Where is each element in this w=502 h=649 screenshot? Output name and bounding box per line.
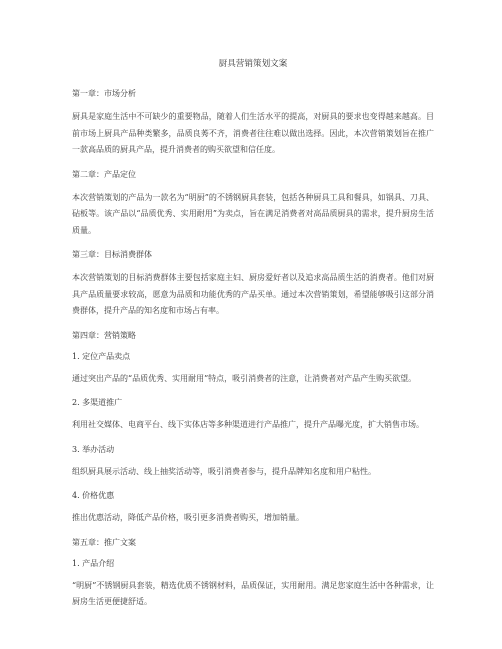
strategy-item-text: 组织厨具展示活动、线上抽奖活动等，吸引消费者参与，提升品牌知名度和用户粘性。 <box>72 466 376 476</box>
document-title: 厨具营销策划文案 <box>218 59 288 69</box>
paragraph-target-consumers: 本次营销策划的目标消费群体主要包括家庭主妇、厨房爱好者以及追求高品质生活的消费者。他们对厨具产品质量要求较高，愿意为品质和功能优秀的产品买单。通过本次营销策划，希望能够吸引这部分消费群体，提升产品的知名度和市场占有率。 <box>72 273 434 315</box>
strategy-item-heading: 4. 价格优惠 <box>72 491 115 500</box>
strategy-item-text: 通过突出产品的“品质优秀、实用耐用”特点，吸引消费者的注意，让消费者对产品产生购买欲望。 <box>72 373 417 383</box>
section-heading-product-positioning: 第二章：产品定位 <box>72 169 136 179</box>
promotion-item-heading: 1. 产品介绍 <box>72 558 115 568</box>
section-heading-promotion-copy: 第五章：推广文案 <box>72 537 136 547</box>
strategy-item-heading: 2. 多渠道推广 <box>72 398 123 407</box>
strategy-item-text: 利用社交媒体、电商平台、线下实体店等多种渠道进行产品推广，提升产品曝光度，扩大销售市场。 <box>72 420 424 429</box>
promotion-item-text: “明厨”不锈钢厨具套装，精选优质不锈钢材料，品质保证，实用耐用。满足您家庭生活中各种需求，让厨房生活更便捷舒适。 <box>72 580 434 606</box>
section-heading-marketing-strategy: 第四章：营销策略 <box>72 330 136 340</box>
strategy-item-heading: 1. 定位产品卖点 <box>72 351 131 361</box>
paragraph-market-analysis: 厨具是家庭生活中不可缺少的重要物品，随着人们生活水平的提高，对厨具的要求也变得越来越高。目前市场上厨具产品种类繁多，品质良莠不齐，消费者往往难以做出选择。因此，本次营销策划旨在推广一款高品质的厨具产品，提升消费者的购买欲望和信任度。 <box>72 112 434 154</box>
strategy-item-heading: 3. 举办活动 <box>72 444 115 454</box>
section-heading-market-analysis: 第一章：市场分析 <box>72 89 136 98</box>
section-heading-target-consumers: 第三章：目标消费群体 <box>72 250 152 259</box>
strategy-item-text: 推出优惠活动，降低产品价格，吸引更多消费者购买，增加销量。 <box>72 513 304 522</box>
paragraph-product-positioning: 本次营销策划的产品为一款名为“明厨”的不锈钢厨具套装，包括各种厨具工具和餐具，如锅具、刀具、砧板等。该产品以“品质优秀、实用耐用”为卖点，旨在满足消费者对高品质厨具的需求，提升厨房生活质量。 <box>72 192 434 235</box>
